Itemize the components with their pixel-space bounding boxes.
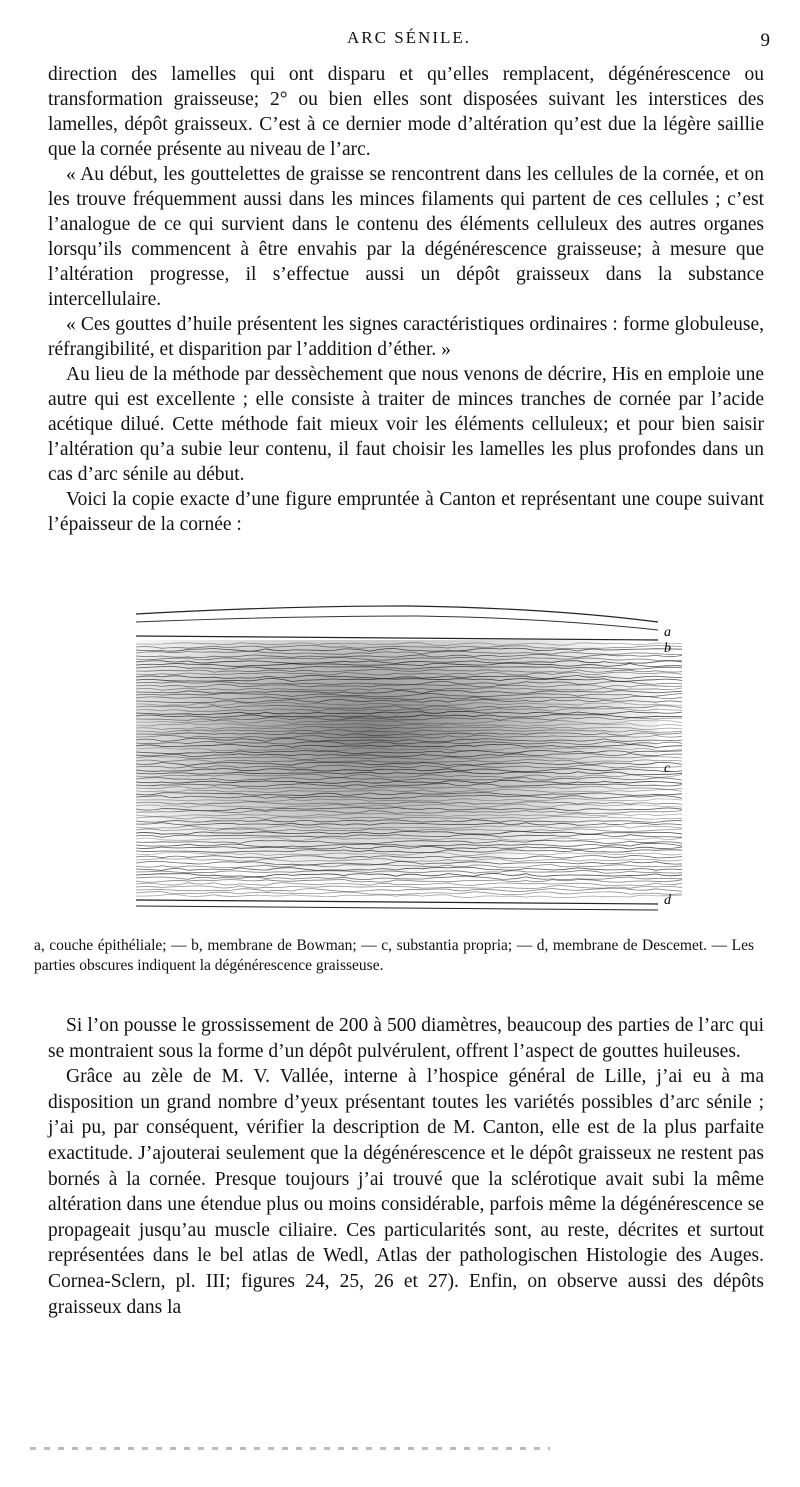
text-block-top (48, 62, 764, 537)
cornea-engraving (128, 600, 688, 920)
paragraph: direction des lamelles qui ont disparu et qu’elles remplacent, dégénérescence ou transformation graisseuse; 2° ou bien elles sont disposées suivant les interstices des lamelles, dépôt graisseux. C’est à ce dernier mode d’altération qu’est due la légère saillie que la cornée présente au niveau de l’arc. (48, 64, 764, 160)
epithelium-inner-line (136, 616, 658, 630)
paragraph: « Au début, les gouttelettes de graisse se rencontrent dans les cellules de la cornée, et on les trouve fréquemment aussi dans les minces filaments qui partent de ces cellules ; c’est l’analogue de ce qui survient dans le contenu des éléments celluleux des autres organes lorsqu’ils commencent à être envahis par la dégénérescence graisseuse; à mesure que l’altération progresse, il s’effectue aussi un dépôt graisseux dans la substance intercellulaire. (48, 164, 764, 310)
text-block-bottom (48, 1013, 764, 1320)
bowman-line (136, 636, 658, 640)
label-a: a (664, 625, 671, 640)
fatty-degeneration-shading (136, 640, 658, 900)
cornea-section-figure (128, 600, 688, 920)
label-d: d (664, 893, 671, 908)
paragraph: Si l’on pousse le grossissement de 200 à 500 diamètres, beaucoup des parties de l’arc qui se montraient sous la forme d’un dépôt pulvérulent, offrent l’aspect de gouttes huileuses. (48, 1015, 764, 1062)
descemet-line (136, 900, 658, 904)
figure-caption (34, 936, 754, 976)
paragraph: Voici la copie exacte d’une figure empruntée à Canton et représentant une coupe suivant l’épaisseur de la cornée : (48, 489, 764, 535)
page-header (48, 28, 770, 52)
label-c: c (664, 761, 671, 776)
page-number: 9 (760, 30, 770, 51)
label-b: b (664, 641, 671, 656)
bottom-print-artifact (30, 1447, 550, 1450)
paragraph: Grâce au zèle de M. V. Vallée, interne à l’hospice général de Lille, j’ai eu à ma disposition un grand nombre d’yeux présentant toutes les variétés possibles d’arc sénile ; j’ai pu, par conséquent, vérifier la description de M. Canton, elle est de la plus parfaite exactitude. J’ajouterai seulement que la dégénérescence et le dépôt graisseux ne restent pas bornés à la cornée. Presque toujours j’ai trouvé que la sclérotique avait subi la même altération dans une étendue plus ou moins considérable, parfois même la dégénérescence se propageait jusqu’au muscle ciliaire. Ces particularités sont, au reste, décrites et surtout représentées dans le bel atlas de Wedl, Atlas der pathologischen Histologie des Auges. Cornea-Sclern, pl. III; figures 24, 25, 26 et 27). Enfin, on observe aussi des dépôts graisseux dans la (48, 1066, 764, 1318)
running-title: ARC SÉNILE. (347, 28, 471, 47)
caption-text: a, couche épithéliale; — b, membrane de Bowman; — c, substantia propria; — d, membrane de Descemet. — Les parties obscures indiquent la dégénérescence graisseuse. (34, 937, 754, 974)
descemet-inner-line (136, 906, 658, 910)
paragraph: « Ces gouttes d’huile présentent les signes caractéristiques ordinaires : forme globuleuse, réfrangibilité, et disparition par l’addition d’éther. » (48, 314, 764, 360)
paragraph: Au lieu de la méthode par dessèchement que nous venons de décrire, His en emploie une autre qui est excellente ; elle consiste à traiter de minces tranches de cornée par l’acide acétique dilué. Cette méthode fait mieux voir les éléments celluleux; et pour bien saisir l’altération qu’a subie leur contenu, il faut choisir les lamelles les plus profondes dans un cas d’arc sénile au début. (48, 364, 764, 485)
